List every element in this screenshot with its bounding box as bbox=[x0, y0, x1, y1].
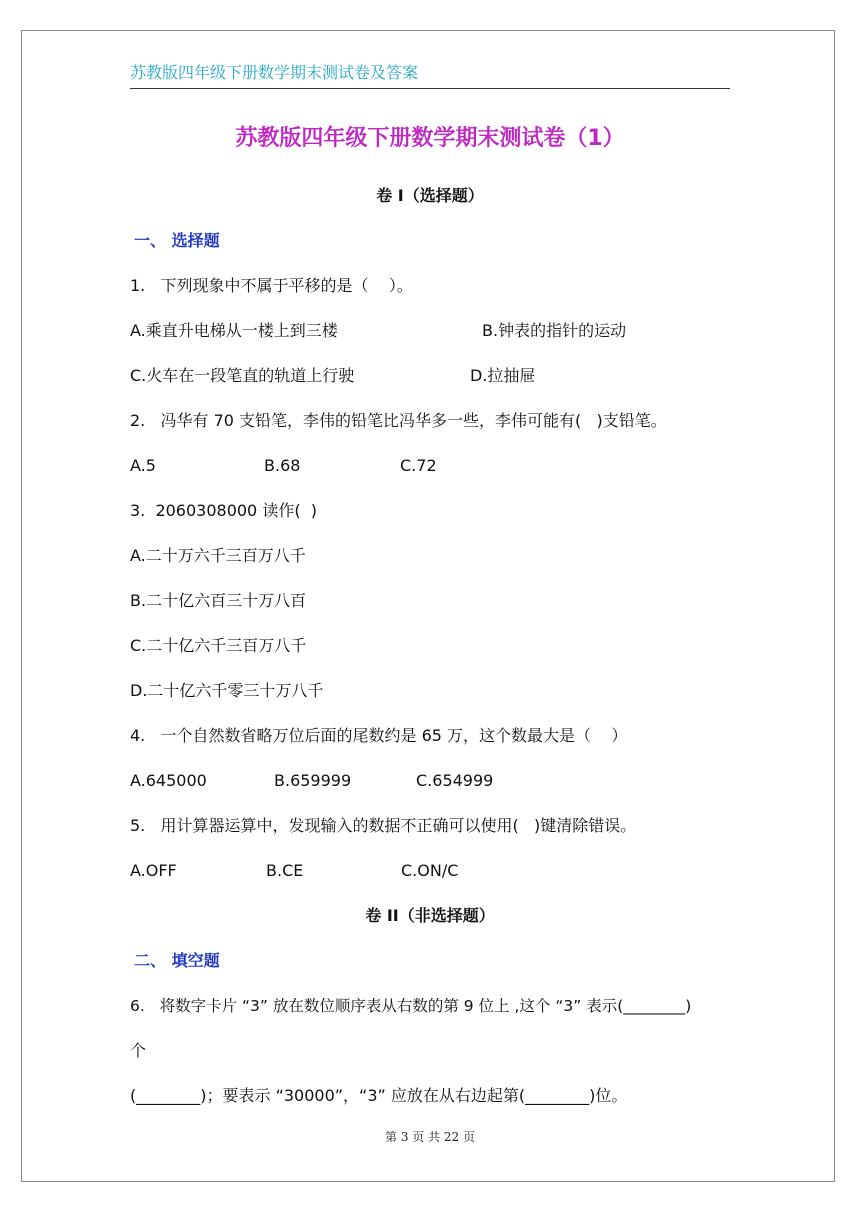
q3-option-c: C.二十亿六千三百万八千 bbox=[130, 636, 307, 655]
question-1: 1. 下列现象中不属于平移的是（ ）。 bbox=[130, 276, 413, 295]
question-6-line2: 个 bbox=[130, 1041, 147, 1060]
q4-option-b: B.659999 bbox=[274, 771, 352, 790]
q4-option-c: C.654999 bbox=[416, 771, 494, 790]
question-2: 2. 冯华有 70 支铅笔，李伟的铅笔比冯华多一些，李伟可能有( )支铅笔。 bbox=[130, 411, 667, 430]
q3-option-d: D.二十亿六千零三十万八千 bbox=[130, 681, 324, 700]
q5-option-a: A.OFF bbox=[130, 861, 177, 880]
q1-option-c: C.火车在一段笔直的轨道上行驶 bbox=[130, 366, 355, 385]
q1-option-a: A.乘直升电梯从一楼上到三楼 bbox=[130, 321, 338, 340]
question-6-line3: (________)；要表示 “30000”，“3” 应放在从右边起第(________)位。 bbox=[130, 1086, 628, 1105]
page-footer: 第 3 页 共 22 页 bbox=[385, 1130, 475, 1144]
running-header: 苏教版四年级下册数学期末测试卷及答案 bbox=[130, 62, 730, 89]
q1-option-b: B.钟表的指针的运动 bbox=[482, 321, 627, 340]
q3-option-b: B.二十亿六百三十万八百 bbox=[130, 591, 307, 610]
question-4: 4. 一个自然数省略万位后面的尾数约是 65 万，这个数最大是（ ） bbox=[130, 726, 628, 745]
question-6-line1: 6. 将数字卡片 “3” 放在数位顺序表从右数的第 9 位上 ,这个 “3” 表示(________) bbox=[130, 997, 692, 1015]
q2-option-b: B.68 bbox=[264, 456, 301, 475]
document-title: 苏教版四年级下册数学期末测试卷（1） bbox=[235, 126, 625, 151]
q5-option-c: C.ON/C bbox=[401, 861, 459, 880]
section-fill-title: 二、 填空题 bbox=[134, 951, 220, 970]
q5-option-b: B.CE bbox=[266, 861, 304, 880]
section-choice-title: 一、 选择题 bbox=[134, 231, 220, 250]
q4-option-a: A.645000 bbox=[130, 771, 207, 790]
part2-title: 卷 II（非选择题） bbox=[365, 906, 495, 925]
q3-option-a: A.二十万六千三百万八千 bbox=[130, 546, 306, 565]
q1-option-d: D.拉抽屉 bbox=[470, 366, 536, 385]
question-5: 5. 用计算器运算中，发现输入的数据不正确可以使用( )键清除错误。 bbox=[130, 816, 637, 835]
q2-option-c: C.72 bbox=[400, 456, 437, 475]
q2-option-a: A.5 bbox=[130, 456, 156, 475]
part1-title: 卷 I（选择题） bbox=[376, 186, 484, 205]
question-3: 3. 2060308000 读作( ) bbox=[130, 501, 317, 520]
